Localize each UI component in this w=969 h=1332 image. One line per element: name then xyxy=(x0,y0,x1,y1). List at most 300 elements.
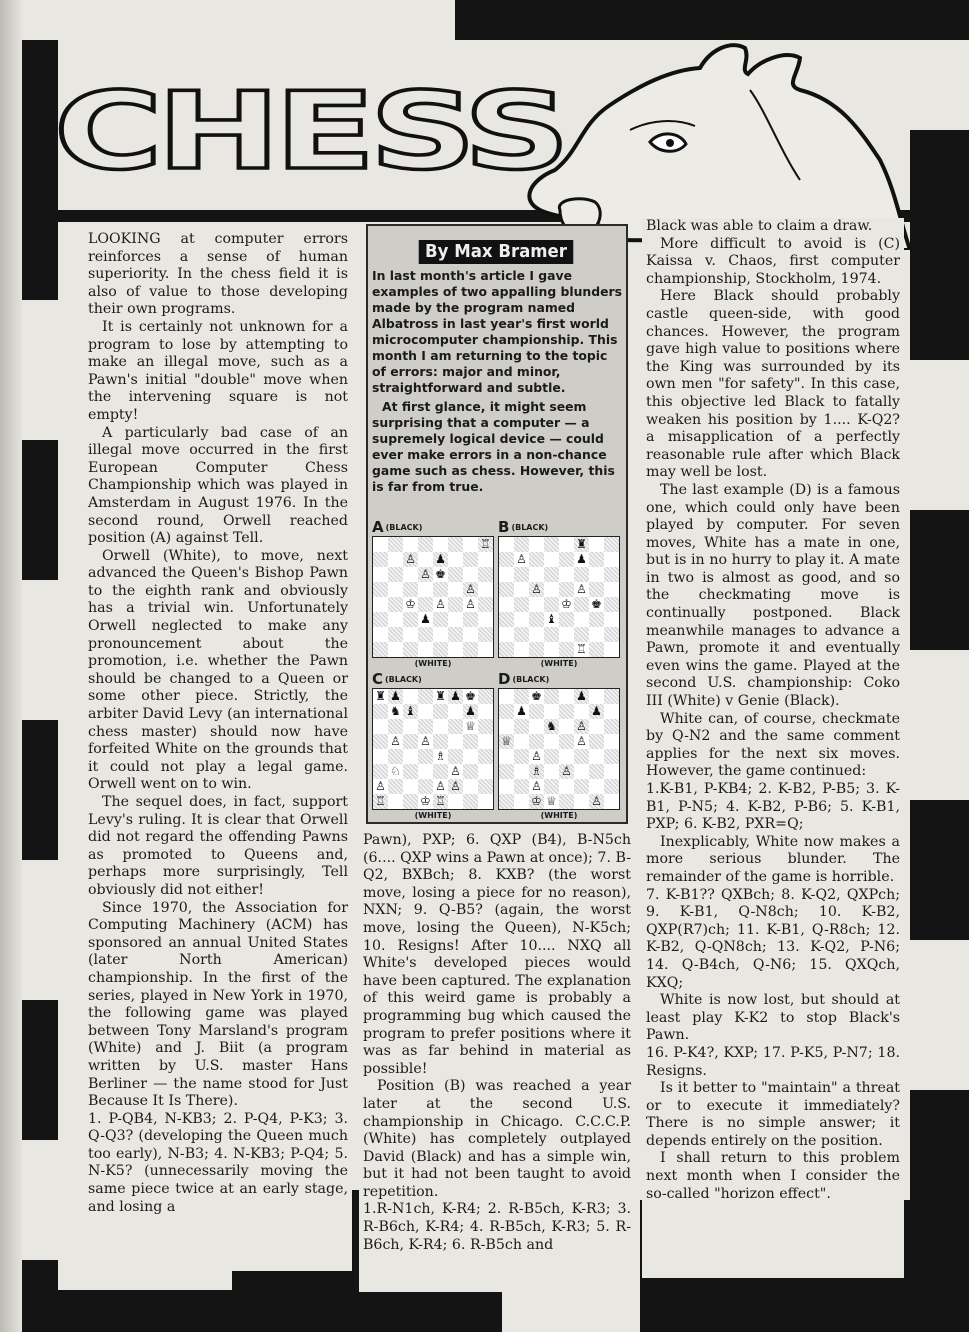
diagram-c xyxy=(372,670,494,822)
board-square xyxy=(499,719,514,734)
board-square: ♚ xyxy=(465,689,476,703)
board-square xyxy=(433,642,448,657)
board-square xyxy=(514,794,529,809)
board-square: ♗ xyxy=(529,764,544,779)
board-square xyxy=(604,537,619,552)
board-square xyxy=(388,552,403,567)
board-square xyxy=(418,749,433,764)
board-square xyxy=(448,794,463,809)
board-square xyxy=(514,779,529,794)
board-square xyxy=(478,582,493,597)
board-square xyxy=(388,582,403,597)
board-square xyxy=(448,582,463,597)
paragraph: Since 1970, the Association for Computing Machinery (ACM) has sponsored an annual United States (later North American) championship. In the first of the series, played in New York in 1970, the following game was played between Tony Marsland's program (White) and J. Biit (a program written by U.S. master Hans Berliner — the name stood for Just Because It Is There). xyxy=(88,899,348,1110)
board-square xyxy=(574,749,589,764)
board-square xyxy=(544,582,559,597)
board-square xyxy=(433,582,448,597)
move-list: 1.R-N1ch, K-R4; 2. R-B5ch, K-R3; 3. R-B6ch, K-R4; 4. R-B5ch, K-R3; 5. R-B6ch, K-R4; 6. R-B5ch and xyxy=(363,1201,631,1253)
board-square xyxy=(574,597,589,612)
board-square xyxy=(589,719,604,734)
board-square xyxy=(373,764,388,779)
board-square: ♟ xyxy=(433,552,448,567)
board-square xyxy=(589,552,604,567)
diagram-label: C (BLACK) xyxy=(372,670,422,688)
board-square: ♙ xyxy=(574,719,589,734)
board-square: ♖ xyxy=(576,642,587,656)
board-square: ♙ xyxy=(463,582,478,597)
board-square xyxy=(514,612,529,627)
board-square xyxy=(448,642,463,657)
board-square xyxy=(448,612,463,627)
board-square: ♚ xyxy=(591,597,602,611)
diagram-footer: (WHITE) xyxy=(540,811,578,820)
board-square xyxy=(604,627,619,642)
board-square xyxy=(604,779,619,794)
board-square xyxy=(388,779,403,794)
board-square xyxy=(463,627,478,642)
paragraph: Black was able to claim a draw. xyxy=(646,218,873,234)
board-square xyxy=(529,719,544,734)
board-square xyxy=(388,794,403,809)
board-square xyxy=(499,582,514,597)
board-square xyxy=(388,642,403,657)
board-square xyxy=(403,764,418,779)
board-square xyxy=(589,612,604,627)
board-square: ♟ xyxy=(420,612,431,626)
board-square xyxy=(529,597,544,612)
board-square xyxy=(499,567,514,582)
board-square xyxy=(529,612,544,627)
diagram-label: B (BLACK) xyxy=(498,518,549,536)
diagram-b xyxy=(498,518,620,670)
diagram-footer: (WHITE) xyxy=(414,811,452,820)
board-square xyxy=(499,764,514,779)
board-square xyxy=(604,552,619,567)
paragraph: Position (B) was reached a year later at the second U.S. championship in Chicago. C.C.C.P. (White) has completely outplayed David (Black) and has a simple win, but it had not been taught to avoid repetition. xyxy=(363,1078,631,1200)
board-square: ♟ xyxy=(574,689,589,704)
board-square xyxy=(574,704,589,719)
board-square: ♙ xyxy=(531,779,542,793)
board-square xyxy=(448,567,463,582)
board-square xyxy=(373,537,388,552)
board-square xyxy=(589,642,604,657)
board-square xyxy=(544,689,559,704)
board-square xyxy=(463,764,478,779)
diagram-d xyxy=(498,670,620,822)
board-square xyxy=(478,642,493,657)
board-square: ♙ xyxy=(418,567,433,582)
board-square: ♖ xyxy=(478,537,493,552)
board-square: ♕ xyxy=(465,719,476,733)
paragraph: Here Black should probably castle queen-side, with good chances. However, the program gave high value to positions where the King was surrounded by its own men "for safety". In this case, this objective led Black to fatally weaken his position by 1.... K-Q2? a misapplication of a perfectly reasonable rule after which Black may well be lost. xyxy=(646,288,900,481)
paragraph: Pawn), PXP; 6. QXP (B4), B-N5ch (6.... QXP wins a Pawn at once); 7. B-Q2, BXBch; 8. KXB? (the worst move, losing a piece for no reason), NXN; 9. Q-B5? (again, the worst move, losing the Queen), N-K5ch; 10. Resigns! After 10.... NXQ all White's developed pieces would have been captured. The explanation of this weird game is probably a programming bug which caused the program to prefer positions where it was as far behind in material as possible! xyxy=(363,832,631,1077)
board-square xyxy=(604,704,619,719)
board-square xyxy=(373,597,388,612)
board-square xyxy=(403,642,418,657)
diagram-label: D (BLACK) xyxy=(498,670,550,688)
board-square: ♙ xyxy=(559,764,574,779)
diagram-a xyxy=(372,518,494,670)
board-square xyxy=(514,567,529,582)
board-square xyxy=(544,642,559,657)
intro-paragraph: At first glance, it might seem surprising that a computer — a supremely logical device — could ever make errors in a non-chance game such as chess. However, this is far from true. xyxy=(372,399,615,494)
diagram-footer: (WHITE) xyxy=(414,659,452,668)
paragraph: White is now lost, but should at least play K-K2 to stop Black's Pawn. xyxy=(646,992,900,1044)
board-square xyxy=(499,537,514,552)
board-square xyxy=(418,719,433,734)
chess-board xyxy=(498,536,620,658)
board-square: ♙ xyxy=(589,794,604,809)
move-list: 7. K-B1?? QXBch; 8. K-Q2, QXPch; 9. K-B1, Q-N8ch; 10. K-B2, QXP(R7)ch; 11. K-B1, Q-R8ch; 12. K-B2, Q-QN8ch; 13. K-Q2, P-N6; 14. Q-B4ch, Q-N6; 15. QXQch, KXQ; xyxy=(646,886,900,991)
intro-text xyxy=(372,268,624,498)
board-square xyxy=(433,537,448,552)
board-square xyxy=(433,627,448,642)
board-square xyxy=(589,749,604,764)
board-square xyxy=(499,597,514,612)
paragraph: White can, of course, checkmate by Q-N2 and the same comment applies for the next six moves. However, the game continued: xyxy=(646,710,900,780)
board-square xyxy=(559,689,574,704)
board-square xyxy=(373,719,388,734)
board-square xyxy=(544,764,559,779)
board-square xyxy=(544,749,559,764)
chess-board xyxy=(372,536,494,658)
board-square xyxy=(448,704,463,719)
board-square xyxy=(403,537,418,552)
board-square xyxy=(529,552,544,567)
board-square xyxy=(499,642,514,657)
board-square xyxy=(388,627,403,642)
left-column xyxy=(84,231,352,1271)
board-square xyxy=(418,704,433,719)
board-square: ♘ xyxy=(390,764,401,778)
board-square xyxy=(418,779,433,794)
board-square xyxy=(559,612,574,627)
board-square: ♕ xyxy=(546,794,557,808)
board-square xyxy=(463,794,478,809)
paragraph: The last example (D) is a famous one, which could only have been played by computer. For seven moves, White has a mate in one, but is in no hurry to play it. A mate in two is almost as good, and so the checkmating move is continually postponed. Black meanwhile manages to advance a Pawn, promote it and eventually even wins the game. Played at the second U.S. championship: Coko III (White) v Genie (Black). xyxy=(646,481,900,710)
board-square xyxy=(463,552,478,567)
board-square xyxy=(499,779,514,794)
board-square xyxy=(403,612,418,627)
board-square xyxy=(559,642,574,657)
intro-box xyxy=(366,224,628,824)
board-square xyxy=(499,794,514,809)
board-square xyxy=(448,627,463,642)
board-square xyxy=(574,627,589,642)
board-square xyxy=(373,734,388,749)
board-square xyxy=(559,627,574,642)
board-square xyxy=(433,612,448,627)
paragraph: More difficult to avoid is (C) Kaissa v. Chaos, first computer championship, Stockholm, 1974. xyxy=(646,235,900,287)
board-square xyxy=(478,794,493,809)
board-square xyxy=(388,749,403,764)
board-square xyxy=(403,582,418,597)
board-square xyxy=(604,582,619,597)
board-square xyxy=(604,612,619,627)
move-list: 16. P-K4?, KXP; 17. P-K5, P-N7; 18. Resigns. xyxy=(646,1044,900,1079)
board-square xyxy=(514,749,529,764)
board-square xyxy=(544,567,559,582)
board-square xyxy=(463,537,478,552)
board-square: ♙ xyxy=(435,597,446,611)
board-square xyxy=(373,612,388,627)
middle-column xyxy=(359,832,635,1292)
board-square: ♙ xyxy=(576,734,587,748)
board-square: ♞ xyxy=(544,719,559,734)
move-list: 1. P-QB4, N-KB3; 2. P-Q4, P-K3; 3. Q-Q3? (developing the Queen much too early), N-B3; 4. N-KB3; P-Q4; 5. N-K5? (unnecessarily moving the same piece twice at an early stage, and losing a xyxy=(88,1110,348,1215)
board-square xyxy=(559,779,574,794)
board-square xyxy=(463,779,478,794)
paragraph: Inexplicably, White now makes a more serious blunder. The remainder of the game is horrible. xyxy=(646,833,900,885)
board-square xyxy=(604,719,619,734)
board-square xyxy=(478,779,493,794)
board-square: ♜ xyxy=(375,689,386,703)
board-square xyxy=(574,779,589,794)
board-square xyxy=(529,627,544,642)
board-square xyxy=(373,642,388,657)
board-square xyxy=(463,612,478,627)
board-square xyxy=(544,597,559,612)
board-square xyxy=(559,552,574,567)
board-square xyxy=(448,734,463,749)
board-square xyxy=(574,764,589,779)
board-square: ♙ xyxy=(516,552,527,566)
board-square xyxy=(448,749,463,764)
board-square xyxy=(433,734,448,749)
board-square xyxy=(448,552,463,567)
board-square xyxy=(499,612,514,627)
board-square: ♙ xyxy=(450,764,461,778)
board-square: ♟ xyxy=(463,704,478,719)
board-square xyxy=(529,704,544,719)
board-square xyxy=(544,704,559,719)
board-square xyxy=(403,689,418,704)
board-square: ♙ xyxy=(576,582,587,596)
board-square xyxy=(544,779,559,794)
board-square xyxy=(589,764,604,779)
board-square: ♟ xyxy=(589,704,604,719)
board-square xyxy=(604,764,619,779)
board-square xyxy=(388,719,403,734)
board-square xyxy=(604,597,619,612)
board-square xyxy=(463,642,478,657)
board-square xyxy=(388,597,403,612)
board-square xyxy=(478,749,493,764)
board-square: ♖ xyxy=(373,794,388,809)
board-square xyxy=(448,597,463,612)
board-square xyxy=(574,612,589,627)
board-square xyxy=(529,567,544,582)
board-square: ♚ xyxy=(435,567,446,581)
knight-head-illustration xyxy=(500,30,930,250)
board-square xyxy=(403,719,418,734)
board-square xyxy=(499,689,514,704)
board-square: ♔ xyxy=(561,597,572,611)
board-square xyxy=(448,537,463,552)
board-square: ♔ xyxy=(405,597,416,611)
board-square xyxy=(373,627,388,642)
board-square xyxy=(388,612,403,627)
board-square xyxy=(463,567,478,582)
board-square xyxy=(514,719,529,734)
board-square: ♔ xyxy=(529,794,544,809)
board-square: ♝ xyxy=(403,704,418,719)
paragraph: Is it better to "maintain" a threat or to execute it immediately? There is no simple answer; it depends entirely on the position. xyxy=(646,1080,900,1149)
board-square xyxy=(499,552,514,567)
board-square xyxy=(544,627,559,642)
board-square xyxy=(418,552,433,567)
board-square xyxy=(559,704,574,719)
paragraph: A particularly bad case of an illegal move occurred in the first European Computer Chess Championship which was played in Amsterdam in August 1976. In the second round, Orwell reached position (A) against Tell. xyxy=(88,424,348,547)
paragraph: It is certainly not unknown for a program to lose by attempting to make an illegal move, such as a Pawn's initial "double" move when the intervening square is not empty! xyxy=(88,318,348,423)
board-square xyxy=(604,689,619,704)
board-square xyxy=(463,749,478,764)
board-square xyxy=(544,552,559,567)
byline: By Max Bramer xyxy=(419,240,574,264)
board-square xyxy=(403,627,418,642)
board-square xyxy=(403,567,418,582)
board-square xyxy=(529,537,544,552)
board-square xyxy=(478,734,493,749)
chess-board xyxy=(498,688,620,810)
board-square xyxy=(604,794,619,809)
board-square xyxy=(559,719,574,734)
board-square xyxy=(604,734,619,749)
board-square: ♟ xyxy=(448,689,463,704)
chess-title: CHESS xyxy=(54,69,565,194)
board-square xyxy=(574,567,589,582)
board-square xyxy=(418,537,433,552)
board-square xyxy=(559,537,574,552)
board-square: ♜ xyxy=(435,689,446,703)
paragraph: Orwell (White), to move, next advanced the Queen's Bishop Pawn to the eighth rank and obviously has a trivial win. Unfortunately Orwell neglected to make any pronouncement about the promotion, i.e. whether the Pawn should be changed to a Queen or some other piece. Strictly, the arbiter David Levy (an international chess master) should now have forfeited White on the grounds that it could not play a legal game. Orwell went on to win. xyxy=(88,547,348,793)
board-square xyxy=(478,612,493,627)
board-square xyxy=(589,779,604,794)
right-column xyxy=(642,218,904,1278)
board-square: ♗ xyxy=(435,749,446,763)
board-square xyxy=(478,689,493,704)
board-square xyxy=(514,642,529,657)
board-square xyxy=(418,627,433,642)
board-square xyxy=(478,567,493,582)
board-square: ♙ xyxy=(529,582,544,597)
board-square xyxy=(529,734,544,749)
board-square xyxy=(514,537,529,552)
board-square xyxy=(499,749,514,764)
board-square xyxy=(589,537,604,552)
board-square: ♙ xyxy=(375,779,386,793)
board-square xyxy=(478,764,493,779)
board-square xyxy=(478,627,493,642)
diagram-label: A (BLACK) xyxy=(372,518,423,536)
board-square: ♙ xyxy=(448,779,463,794)
paragraph: I shall return to this problem next month when I consider the so-called "horizon effect". xyxy=(646,1150,900,1202)
board-square: ♙ xyxy=(390,734,401,748)
board-square xyxy=(373,582,388,597)
diagram-footer: (WHITE) xyxy=(540,659,578,668)
chess-board xyxy=(372,688,494,810)
board-square xyxy=(514,764,529,779)
board-square xyxy=(604,567,619,582)
board-square xyxy=(589,567,604,582)
board-square xyxy=(559,794,574,809)
board-square xyxy=(478,719,493,734)
board-square xyxy=(514,734,529,749)
board-square xyxy=(499,627,514,642)
board-square xyxy=(433,704,448,719)
board-square xyxy=(544,537,559,552)
board-square xyxy=(574,794,589,809)
board-square xyxy=(559,582,574,597)
board-square xyxy=(514,597,529,612)
board-square: ♟ xyxy=(388,689,403,704)
board-square xyxy=(433,764,448,779)
board-square xyxy=(604,642,619,657)
board-square xyxy=(559,749,574,764)
board-square xyxy=(418,597,433,612)
paragraph: LOOKING at computer errors reinforces a sense of human superiority. In the chess field it is also of value to those developing their own programs. xyxy=(88,231,348,318)
board-square xyxy=(514,582,529,597)
board-square: ♞ xyxy=(390,704,401,718)
board-square xyxy=(514,627,529,642)
board-square xyxy=(478,597,493,612)
board-square xyxy=(418,764,433,779)
board-square xyxy=(448,719,463,734)
board-square: ♙ xyxy=(531,749,542,763)
board-square xyxy=(604,749,619,764)
board-square xyxy=(514,689,529,704)
board-square xyxy=(559,567,574,582)
intro-paragraph: In last month's article I gave examples of two appalling blunders made by the program named Albatross in last year's first world microcomputer championship. This month I am returning to the topic of errors: major and minor, straightforward and subtle. xyxy=(372,268,623,395)
board-square: ♔ xyxy=(420,794,431,808)
board-square xyxy=(559,734,574,749)
board-square xyxy=(403,794,418,809)
board-square xyxy=(373,552,388,567)
board-square xyxy=(463,734,478,749)
board-square xyxy=(418,642,433,657)
board-square xyxy=(373,704,388,719)
board-square xyxy=(529,642,544,657)
board-square: ♙ xyxy=(435,779,446,793)
board-square: ♚ xyxy=(531,689,542,703)
board-square xyxy=(589,627,604,642)
board-square xyxy=(478,704,493,719)
board-square xyxy=(418,582,433,597)
move-list: 1.K-B1, P-KB4; 2. K-B2, P-B5; 3. K-B1, P-N5; 4. K-B2, P-B6; 5. K-B1, PXP; 6. K-B2, PXR=Q; xyxy=(646,781,900,833)
board-square: ♙ xyxy=(465,597,476,611)
board-square xyxy=(388,567,403,582)
board-square: ♖ xyxy=(433,794,448,809)
board-square xyxy=(499,704,514,719)
board-square: ♙ xyxy=(403,552,418,567)
board-square xyxy=(478,552,493,567)
board-square: ♟ xyxy=(576,552,587,566)
board-square xyxy=(403,779,418,794)
board-square xyxy=(589,689,604,704)
board-square xyxy=(433,719,448,734)
board-square: ♝ xyxy=(546,612,557,626)
board-square xyxy=(544,734,559,749)
board-square xyxy=(418,689,433,704)
board-square xyxy=(373,567,388,582)
board-square: ♜ xyxy=(574,537,589,552)
board-square: ♙ xyxy=(420,734,431,748)
board-square xyxy=(403,749,418,764)
board-square: ♕ xyxy=(499,734,514,749)
board-square xyxy=(388,537,403,552)
board-square xyxy=(589,734,604,749)
board-square: ♟ xyxy=(516,704,527,718)
